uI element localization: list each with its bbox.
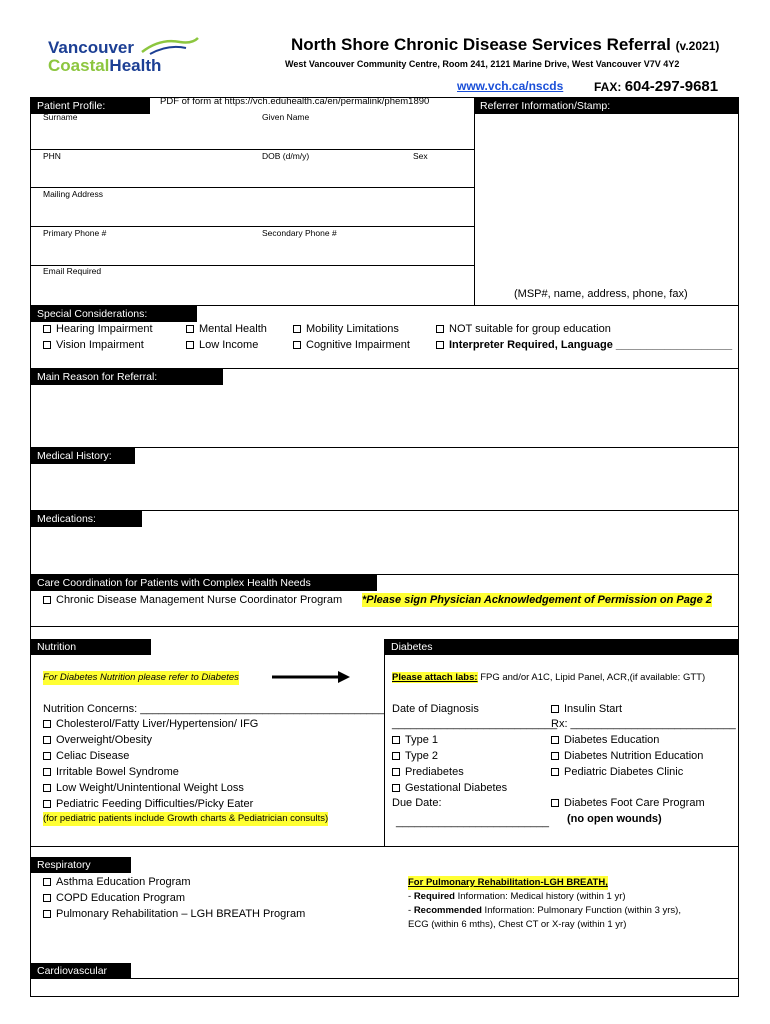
prediabetes-checkbox[interactable]: Prediabetes <box>392 765 464 779</box>
nutrition-item-checkbox[interactable]: Irritable Bowel Syndrome <box>43 765 179 779</box>
physician-ack-note: *Please sign Physician Acknowledgement of Permission on Page 2 <box>362 594 712 606</box>
foot-care-checkbox[interactable]: Diabetes Foot Care Program <box>551 796 705 810</box>
respiratory-heading: Respiratory <box>31 857 131 873</box>
checkbox-icon <box>43 752 51 760</box>
mobility-checkbox[interactable]: Mobility Limitations <box>293 322 399 336</box>
checkbox-icon <box>43 910 51 918</box>
checkbox-icon <box>436 341 444 349</box>
logo-swoosh-icon <box>140 34 200 56</box>
checkbox-icon <box>551 799 559 807</box>
asthma-checkbox[interactable]: Asthma Education Program <box>43 875 191 889</box>
pulm-rehab-title: For Pulmonary Rehabilitation-LGH BREATH, <box>408 877 608 888</box>
date-of-diagnosis-field[interactable]: ___________________________ <box>392 718 558 730</box>
mailing-field[interactable] <box>40 201 470 225</box>
checkbox-icon <box>293 341 301 349</box>
address: West Vancouver Community Centre, Room 241, 2121 Marine Drive, West Vancouver V7V 4Y2 <box>285 59 680 69</box>
phn-label: PHN <box>43 151 61 161</box>
email-field[interactable] <box>40 278 470 302</box>
nutrition-item-checkbox[interactable]: Cholesterol/Fatty Liver/Hypertension/ IFG <box>43 717 258 731</box>
phn-field[interactable] <box>40 163 470 187</box>
due-date-label: Due Date: <box>392 797 442 809</box>
checkbox-icon <box>551 752 559 760</box>
checkbox-icon <box>43 720 51 728</box>
nutrition-refer-note: For Diabetes Nutrition please refer to Diabetes <box>43 672 239 683</box>
checkbox-icon <box>43 784 51 792</box>
checkbox-icon <box>293 325 301 333</box>
arrow-right-icon <box>270 670 352 684</box>
nutrition-heading: Nutrition <box>31 639 151 655</box>
main-reason-heading: Main Reason for Referral: <box>31 369 223 385</box>
hearing-checkbox[interactable]: Hearing Impairment <box>43 322 153 336</box>
rx-field[interactable]: Rx: ___________________________ <box>551 718 736 730</box>
checkbox-icon <box>43 325 51 333</box>
checkbox-icon <box>43 800 51 808</box>
copd-checkbox[interactable]: COPD Education Program <box>43 891 185 905</box>
referrer-stamp-area[interactable] <box>480 118 730 283</box>
nutrition-item-checkbox[interactable]: Low Weight/Unintentional Weight Loss <box>43 781 244 795</box>
dob-label: DOB (d/m/y) <box>262 151 310 161</box>
diabetes-heading: Diabetes <box>385 639 738 655</box>
pulm-recommended: - Recommended Information: Pulmonary Function (within 3 yrs), <box>408 905 681 916</box>
phone-field[interactable] <box>40 240 470 264</box>
nutrition-item-checkbox[interactable]: Celiac Disease <box>43 749 129 763</box>
fax: FAX: 604-297-9681 <box>594 78 719 95</box>
patient-profile-heading: Patient Profile: <box>31 98 150 114</box>
pulm-required: - Required Information: Medical history (within 1 yr) <box>408 891 626 902</box>
main-reason-field[interactable] <box>40 387 730 443</box>
pediatric-diabetes-checkbox[interactable]: Pediatric Diabetes Clinic <box>551 765 683 779</box>
checkbox-icon <box>43 894 51 902</box>
diabetes-nutrition-checkbox[interactable]: Diabetes Nutrition Education <box>551 749 703 763</box>
care-heading: Care Coordination for Patients with Complex Health Needs <box>31 575 377 591</box>
cognitive-checkbox[interactable]: Cognitive Impairment <box>293 338 410 352</box>
diabetes-education-checkbox[interactable]: Diabetes Education <box>551 733 659 747</box>
checkbox-icon <box>43 341 51 349</box>
checkbox-icon <box>392 768 400 776</box>
pulm-recommended-2: ECG (within 6 mths), Chest CT or X-ray (within 1 yr) <box>408 919 627 930</box>
referrer-note: (MSP#, name, address, phone, fax) <box>514 288 688 300</box>
mental-checkbox[interactable]: Mental Health <box>186 322 267 336</box>
due-date-field[interactable]: _________________________ <box>396 816 549 828</box>
nutrition-concerns[interactable]: Nutrition Concerns: ________________________________________ <box>43 703 385 715</box>
nutrition-item-checkbox[interactable]: Overweight/Obesity <box>43 733 152 747</box>
pediatric-note: (for pediatric patients include Growth charts & Pediatrician consults) <box>43 813 329 824</box>
checkbox-icon <box>43 768 51 776</box>
checkbox-icon <box>551 768 559 776</box>
type1-checkbox[interactable]: Type 1 <box>392 733 438 747</box>
logo-line2: CoastalHealth <box>48 56 162 75</box>
checkbox-icon <box>392 784 400 792</box>
referrer-heading: Referrer Information/Stamp: <box>474 98 738 114</box>
attach-labs: Please attach labs: FPG and/or A1C, Lipid Panel, ACR,(if available: GTT) <box>392 672 706 683</box>
checkbox-icon <box>551 736 559 744</box>
type2-checkbox[interactable]: Type 2 <box>392 749 438 763</box>
special-heading: Special Considerations: <box>31 306 197 322</box>
nutrition-item-checkbox[interactable]: Pediatric Feeding Difficulties/Picky Eater <box>43 797 253 811</box>
primary-phone-label: Primary Phone # <box>43 228 107 238</box>
website-link[interactable]: www.vch.ca/nscds <box>457 79 564 93</box>
given-name-label: Given Name <box>262 112 310 122</box>
interpreter-checkbox[interactable]: Interpreter Required, Language ___________________ <box>436 338 732 352</box>
income-checkbox[interactable]: Low Income <box>186 338 258 352</box>
surname-label: Surname <box>43 112 78 122</box>
checkbox-icon <box>186 325 194 333</box>
insulin-start-checkbox[interactable]: Insulin Start <box>551 702 622 716</box>
checkbox-icon <box>43 878 51 886</box>
sex-label: Sex <box>413 151 428 161</box>
gestational-checkbox[interactable]: Gestational Diabetes <box>392 781 507 795</box>
medical-history-field[interactable] <box>40 466 730 506</box>
cdm-nurse-checkbox[interactable]: Chronic Disease Management Nurse Coordinator Program <box>43 593 342 607</box>
medications-field[interactable] <box>40 529 730 569</box>
medical-history-heading: Medical History: <box>31 448 135 464</box>
page-title: North Shore Chronic Disease Services Referral (v.2021) <box>291 35 720 54</box>
secondary-phone-label: Secondary Phone # <box>262 228 337 238</box>
email-label: Email Required <box>43 266 102 276</box>
not-suitable-checkbox[interactable]: NOT suitable for group education <box>436 322 611 336</box>
pulmonary-rehab-checkbox[interactable]: Pulmonary Rehabilitation – LGH BREATH Program <box>43 907 305 921</box>
medications-heading: Medications: <box>31 511 142 527</box>
checkbox-icon <box>43 596 51 604</box>
cardiovascular-heading: Cardiovascular <box>31 963 131 979</box>
mailing-label: Mailing Address <box>43 189 104 199</box>
checkbox-icon <box>436 325 444 333</box>
logo-line1: Vancouver <box>48 38 134 57</box>
checkbox-icon <box>43 736 51 744</box>
checkbox-icon <box>392 752 400 760</box>
surname-field[interactable] <box>40 124 470 148</box>
checkbox-icon <box>551 705 559 713</box>
vision-checkbox[interactable]: Vision Impairment <box>43 338 144 352</box>
date-of-diagnosis-label: Date of Diagnosis <box>392 703 479 715</box>
pdf-note: PDF of form at https://vch.eduhealth.ca/en/permalink/phem1890 <box>160 96 430 107</box>
checkbox-icon <box>392 736 400 744</box>
checkbox-icon <box>186 341 194 349</box>
no-open-wounds: (no open wounds) <box>567 813 662 825</box>
